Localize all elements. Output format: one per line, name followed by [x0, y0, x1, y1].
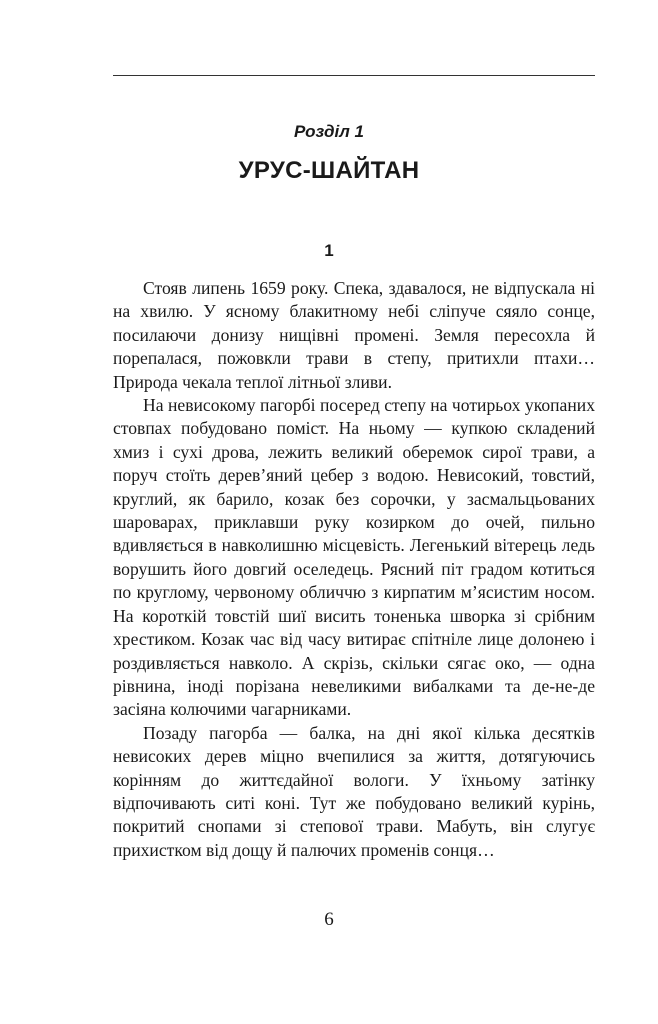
chapter-label: Розділ 1 — [294, 122, 364, 141]
chapter-title: УРУС-ШАЙТАН — [238, 157, 420, 184]
paragraph: Позаду пагорба — балка, на дні якої кілька десятків невисоких дерев міцно вчепилися за життя, дотягуючись корінням до життєдайної вологи. У їхньому затінку відпочивають ситі коні. Тут же побудовано великий курінь, покритий снопами зі степової трави. Мабуть, він слугує прихистком від дощу й палючих променів сонця… — [113, 722, 595, 860]
section-number: 1 — [324, 241, 334, 260]
paragraph: Стояв липень 1659 року. Спека, здавалося, не відпускала ні на хвилю. У ясному блакитному небі сліпуче сяяло сонце, посилаючи донизу нищівні промені. Земля пересохла й порепалася, пожовкли трави в степу, притихли птахи… Природа чекала теплої літньої зливи. — [113, 278, 595, 392]
header-rule — [113, 75, 595, 76]
page-number: 6 — [324, 909, 334, 930]
body-text — [113, 277, 595, 862]
paragraph: На невисокому пагорбі посеред степу на чотирьох укопаних стовпах побудовано поміст. На ньому — купкою складений хмиз і сухі дрова, лежить великий оберемок сирої трави, а поруч стоїть дерев’яний цебер з водою. Невисокий, товстий, круглий, як барило, козак без сорочки, у засмальцьованих шароварах, приклавши руку козирком до очей, пильно вдивляється в навколишню місцевість. Легенький вітерець ледь ворушить його довгий оселедець. Рясний піт градом котиться по круглому, червоному обличчю з кирпатим м’ясистим носом. На короткій товстій шиї висить тоненька шворка зі срібним хрестиком. Козак час від часу витирає спітніле лице долонею і роздивляється навколо. А скрізь, скільки сягає око, — одна рівнина, іноді порізана невеликими вибалками та де-не-де засіяна колючими чагарниками. — [113, 395, 595, 720]
